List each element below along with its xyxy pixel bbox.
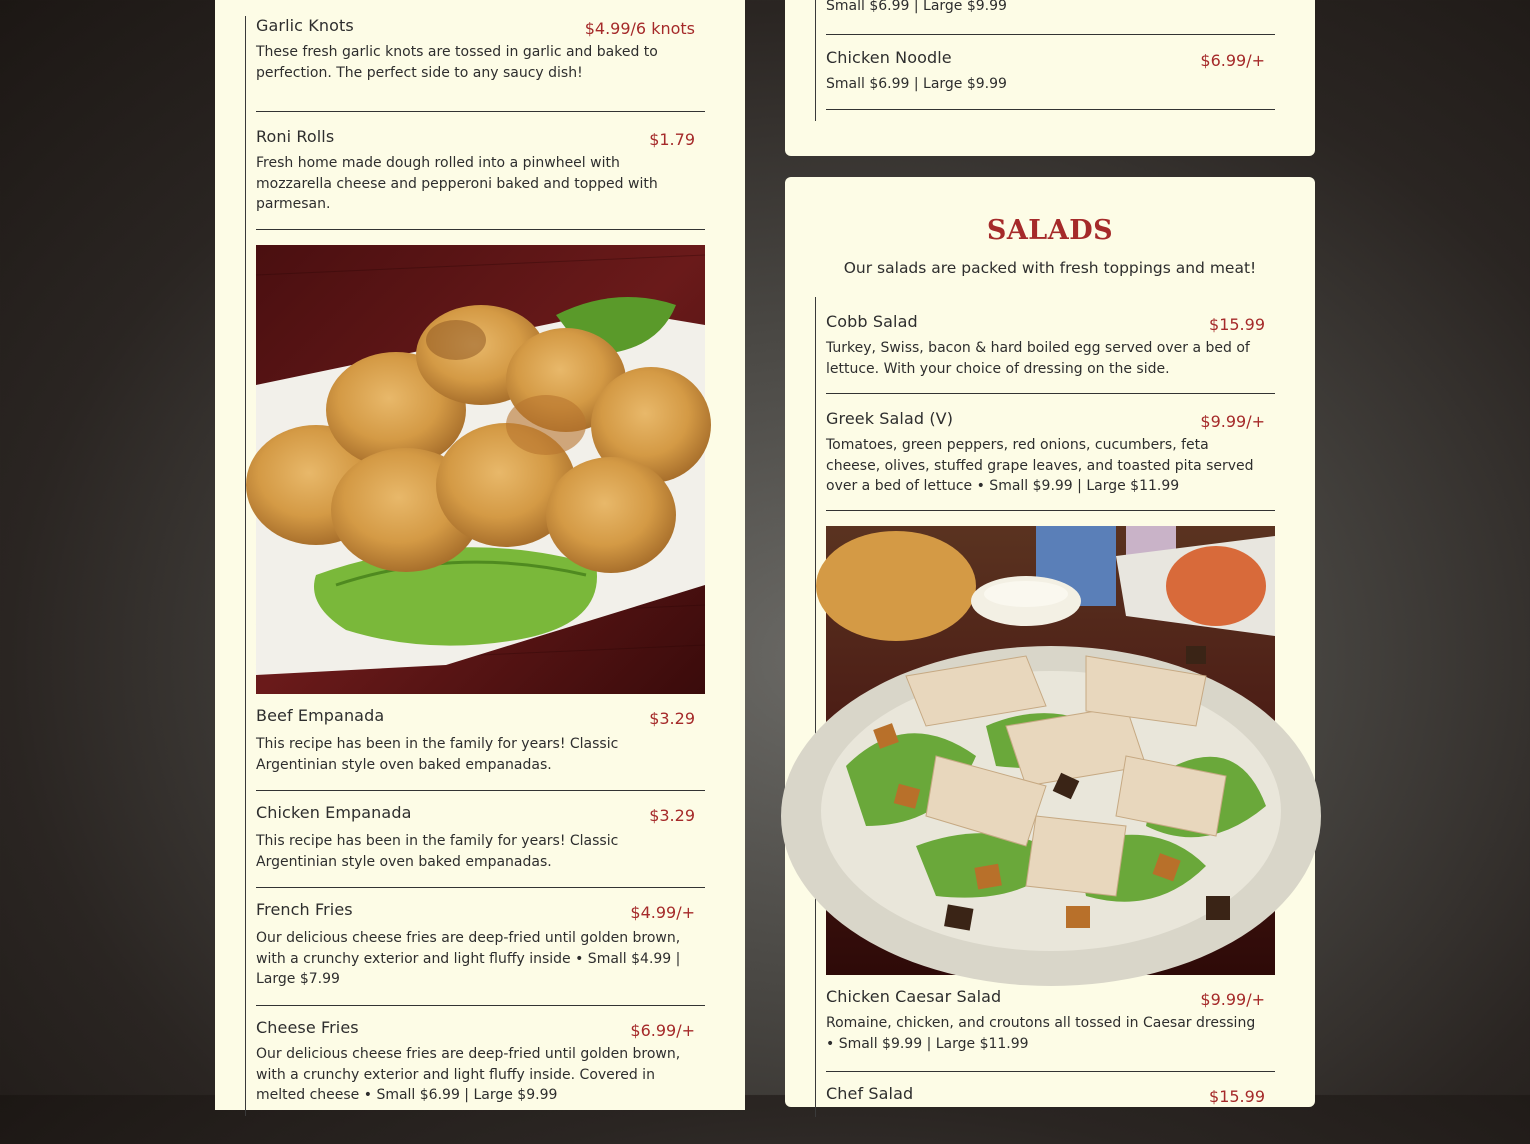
item-price: $6.99/+ xyxy=(630,1021,695,1040)
item-description: Turkey, Swiss, bacon & hard boiled egg served over a bed of lettuce. With your choice of dressing on the side. xyxy=(826,340,1250,377)
section-subtitle: Our salads are packed with fresh toppings and meat! xyxy=(843,259,1257,277)
item-description: This recipe has been in the family for years! Classic Argentinian style oven baked empanadas. xyxy=(256,736,619,773)
menu-item-beef-empanada[interactable] xyxy=(256,706,705,791)
menu-item-cheese-fries[interactable] xyxy=(256,1018,705,1128)
item-name: Beef Empanada xyxy=(256,706,385,725)
item-name: Chicken Noodle xyxy=(826,48,952,67)
menu-item-chicken-noodle[interactable] xyxy=(826,48,1275,110)
menu-item-chicken-empanada[interactable] xyxy=(256,803,705,888)
soups-panel xyxy=(785,0,1315,156)
menu-item-list xyxy=(815,297,1275,1117)
salads-panel xyxy=(785,177,1315,1107)
item-price: $3.29 xyxy=(649,806,695,825)
item-description: Small $6.99 | Large $9.99 xyxy=(826,76,1007,92)
empanadas-photo xyxy=(256,245,705,694)
appetizers-panel xyxy=(215,0,745,1110)
item-description: This recipe has been in the family for years! Classic Argentinian style oven baked empanadas. xyxy=(256,833,619,870)
item-price: $3.29 xyxy=(649,709,695,728)
section-title: SALADS xyxy=(986,215,1114,246)
menu-item-greek-salad[interactable] xyxy=(826,409,1275,511)
item-name: Cheese Fries xyxy=(256,1018,359,1037)
item-description: Romaine, chicken, and croutons all tossed in Caesar dressing • Small $9.99 | Large $11.99 xyxy=(826,1015,1256,1052)
menu-item-list xyxy=(245,16,705,1116)
item-name: Cobb Salad xyxy=(826,312,918,331)
item-price: $1.79 xyxy=(649,130,695,149)
empanadas-image xyxy=(256,245,705,694)
caesar-salad-photo xyxy=(826,526,1275,975)
item-name: Chicken Caesar Salad xyxy=(826,987,1002,1006)
item-name: French Fries xyxy=(256,900,353,919)
menu-item-garlic-knots[interactable] xyxy=(256,16,705,112)
item-divider xyxy=(826,34,1275,35)
item-price: $9.99/+ xyxy=(1200,990,1265,1009)
item-description: Fresh home made dough rolled into a pinwheel with mozzarella cheese and pepperoni baked and topped with parmesan. xyxy=(256,155,658,212)
item-price: $4.99/6 knots xyxy=(584,19,695,38)
menu-item-chicken-caesar-salad[interactable] xyxy=(826,987,1275,1072)
item-name: Roni Rolls xyxy=(256,127,335,146)
menu-item-chef-salad[interactable] xyxy=(826,1084,1275,1144)
item-description: Our delicious cheese fries are deep-fried until golden brown, with a crunchy exterior and light fluffy inside. Covered in melted cheese • Small $6.99 | Large $9.99 xyxy=(256,1046,681,1103)
menu-item-french-fries[interactable] xyxy=(256,900,705,1006)
item-name: Greek Salad (V) xyxy=(826,409,954,428)
item-description: Tomatoes, green peppers, red onions, cucumbers, feta cheese, olives, stuffed grape leaves, and toasted pita served over a bed of lettuce • Small $9.99 | Large $11.99 xyxy=(826,437,1254,494)
item-price: $15.99 xyxy=(1209,1087,1265,1106)
item-price: $6.99/+ xyxy=(1200,51,1265,70)
item-description: Our delicious cheese fries are deep-fried until golden brown, with a crunchy exterior and light fluffy inside • Small $4.99 | Large $7.99 xyxy=(256,930,681,987)
item-price: $4.99/+ xyxy=(630,903,695,922)
item-name: Chicken Empanada xyxy=(256,803,412,822)
caesar-salad-image xyxy=(826,526,1275,975)
item-name: Chef Salad xyxy=(826,1084,914,1103)
item-description: Small $6.99 | Large $9.99 xyxy=(826,0,1007,14)
menu-item-cobb-salad[interactable] xyxy=(826,312,1275,394)
menu-item-roni-rolls[interactable] xyxy=(256,127,705,230)
item-price: $15.99 xyxy=(1209,315,1265,334)
item-name: Garlic Knots xyxy=(256,16,354,35)
menu-item-list xyxy=(815,0,1275,121)
item-price: $9.99/+ xyxy=(1200,412,1265,431)
item-description: These fresh garlic knots are tossed in garlic and baked to perfection. The perfect side to any saucy dish! xyxy=(256,44,658,81)
